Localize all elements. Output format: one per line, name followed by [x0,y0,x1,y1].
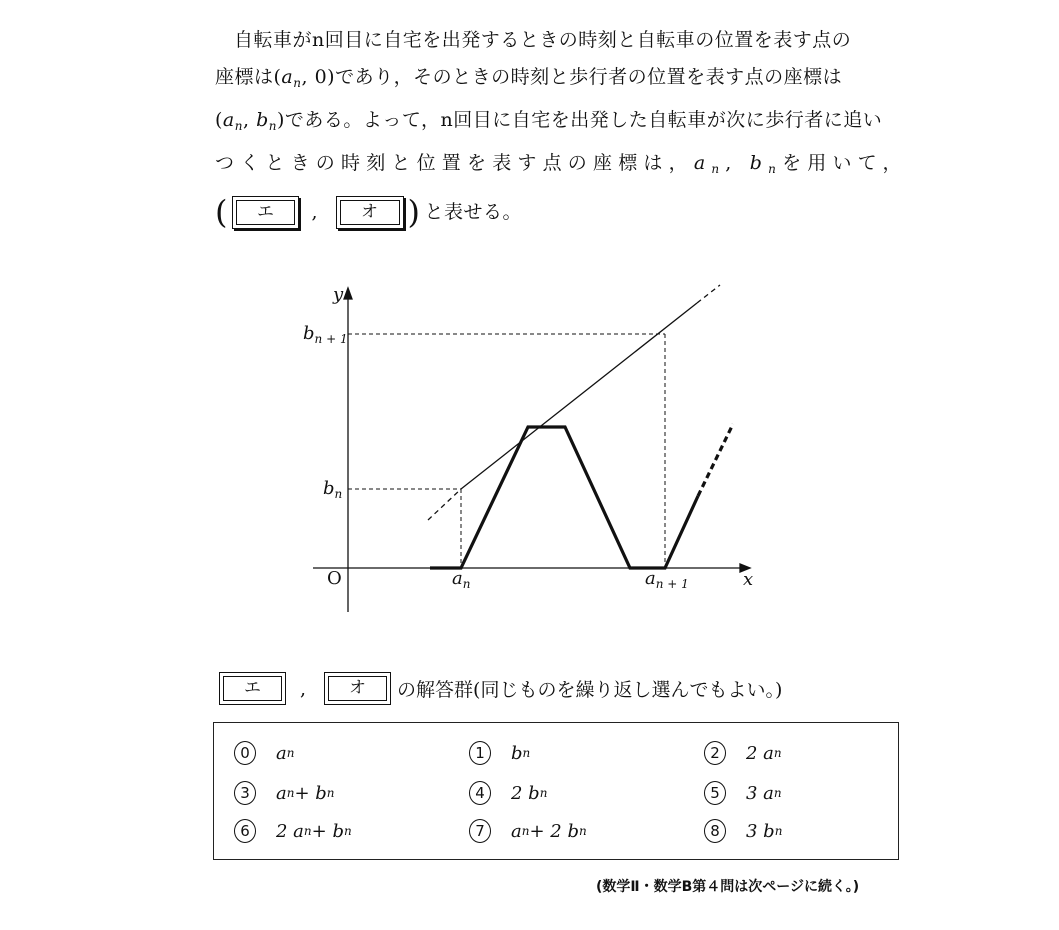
choice-comma: , [300,677,307,700]
an-label: $a_n$ [452,568,471,591]
option-number: 2 [704,741,726,765]
option-number: 3 [234,781,256,805]
pedestrian-line [428,285,720,520]
bicycle-path-solid [430,427,698,568]
guide-lines [348,334,665,568]
y-axis-label: y [333,284,344,305]
close-bracket: ) [407,193,421,231]
option-3[interactable]: 3 a n + b n [234,781,335,805]
choice-box-e [219,672,286,705]
choice-header [219,672,782,705]
page-footer: (数学Ⅱ・数学B第４問は次ページに続く。) [596,879,860,895]
graph-labels [303,284,753,591]
comma: , [311,201,319,223]
option-0[interactable]: 0 a n [234,741,294,765]
option-5[interactable]: 5 3 a n [704,781,782,805]
choice-box-o [324,672,391,705]
pedestrian-line-dashed-end [697,285,720,303]
paragraph-line-1: 自転車がn回目に自宅を出発するときの時刻と自転車の位置を表す点の [234,29,852,51]
answer-line-tail: と表せる。 [424,201,523,223]
option-2[interactable]: 2 2 a n [704,741,782,765]
option-6[interactable]: 6 2 a n + b n [234,819,352,843]
an1-label: $a_{n + 1}$ [645,568,689,591]
answer-choices [213,722,899,860]
option-number: 6 [234,819,256,843]
open-bracket: ( [215,193,228,231]
option-4[interactable]: 4 2 b n [469,781,547,805]
option-number: 5 [704,781,726,805]
pedestrian-line-dashed-start [428,489,461,520]
x-axis-label: x [743,569,754,590]
option-number: 4 [469,781,491,805]
answer-box-o-label: オ [340,200,400,225]
option-7[interactable]: 7 a n + 2 b n [469,819,587,843]
paragraph-line-3: ($a_n$, $b_n$)である。よって，n回目に自宅を出発した自転車が次に歩行者に追い [215,109,883,133]
option-number: 8 [704,819,726,843]
bicycle-path [430,424,733,568]
origin-label: O [327,568,342,589]
answer-box-e-label: エ [236,200,296,225]
bn1-label: $b_{n + 1}$ [303,323,348,346]
option-8[interactable]: 8 3 b n [704,819,782,843]
choice-header-text: の解答群(同じものを繰り返し選んでもよい。) [397,679,783,701]
bn-label: $b_n$ [323,478,343,501]
axes [313,288,750,612]
choice-box-o-label: オ [328,676,387,701]
y-axis-arrow [344,288,352,299]
option-number: 1 [469,741,491,765]
paragraph-line-4: つくときの時刻と位置を表す点の座標は，$a_n$, $b_n$を用いて， [215,152,908,176]
choice-box-e-label: エ [223,676,282,701]
paragraph-line-2: 座標は($a_n$, 0)であり，そのときの時刻と歩行者の位置を表す点の座標は [215,66,843,90]
option-1[interactable]: 1 b n [469,741,530,765]
bicycle-path-dashed [698,424,733,496]
option-number: 7 [469,819,491,843]
option-number: 0 [234,741,256,765]
